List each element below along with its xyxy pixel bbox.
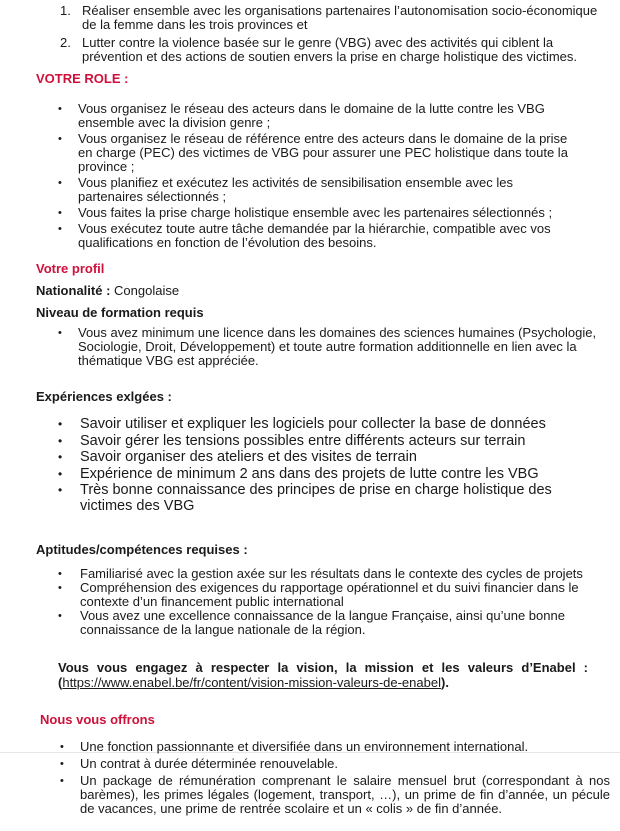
skills-heading: Aptitudes/compétences requises : — [36, 542, 248, 557]
offer-heading: Nous vous offrons — [40, 712, 155, 727]
bullet-icon: • — [58, 133, 62, 145]
objective-item — [0, 4, 620, 32]
list-item — [0, 483, 620, 514]
objective-number: 2. — [60, 35, 71, 50]
bullet-icon: • — [58, 177, 62, 189]
objective-number: 1. — [60, 3, 71, 18]
list-item — [0, 757, 620, 771]
list-item-text: Expérience de minimum 2 ans dans des projets de lutte contre les VBG — [80, 465, 539, 482]
profile-heading: Votre profil — [36, 261, 105, 276]
bullet-icon: • — [58, 483, 63, 497]
bullet-icon: • — [60, 775, 64, 787]
objectives-list — [0, 4, 620, 68]
bullet-icon: • — [58, 417, 63, 431]
bullet-icon: • — [58, 582, 62, 594]
list-item-text: Vous faites la prise charge holistique ensemble avec les partenaires sélectionnés ; — [78, 205, 553, 220]
objective-text: Réaliser ensemble avec les organisations partenaires l’autonomisation socio-économique de la femme dans les trois provinces et — [82, 3, 598, 32]
nationality-label: Nationalité : — [36, 283, 111, 298]
list-item — [0, 609, 620, 637]
list-item — [0, 417, 620, 433]
skills-list — [0, 567, 620, 637]
list-item-text: Vous organisez le réseau des acteurs dans le domaine de la lutte contre les VBG ensemble avec la division genre ; — [78, 101, 545, 130]
nationality-value: Congolaise — [114, 283, 180, 298]
bullet-icon: • — [58, 327, 62, 339]
list-item — [0, 567, 620, 581]
experience-heading: Expériences exlgées : — [36, 389, 172, 404]
bullet-icon: • — [58, 223, 62, 235]
list-item-text: Vous planifiez et exécutez les activités de sensibilisation ensemble avec les partenaires sélectionnés ; — [78, 175, 514, 204]
experience-list — [0, 417, 620, 515]
bullet-icon: • — [58, 433, 63, 448]
engagement-suffix: ). — [440, 675, 449, 690]
list-item-text: Un package de rémunération comprenant le salaire mensuel brut (correspondant à nos barèmes), les primes légales (logement, transport, …), un prime de fin d’année, un pécule de vacances, une prime de rentrée scolaire et un « colis » de fin d’année. — [80, 773, 610, 816]
list-item-text: Savoir organiser des ateliers et des visites de terrain — [80, 449, 417, 465]
list-item — [0, 206, 620, 220]
list-item — [0, 222, 620, 250]
list-item-text: Compréhension des exigences du rapportage opérationnel et du suivi financier dans le contexte d’un financement public international — [80, 580, 579, 609]
bullet-icon: • — [58, 568, 62, 580]
list-item-text: Vous avez une excellence connaissance de la langue Française, ainsi qu’une bonne connaissance de la langue nationale de la région. — [80, 608, 565, 637]
list-item — [0, 176, 620, 204]
role-heading: VOTRE ROLE : — [36, 71, 129, 86]
list-item — [0, 740, 620, 754]
list-item — [0, 132, 620, 174]
list-item-text: Vous exécutez toute autre tâche demandée par la hiérarchie, compatible avec vos qualifications en fonction de l’évolution des besoins. — [78, 221, 551, 250]
bullet-icon: • — [58, 466, 63, 481]
list-item-text: Vous avez minimum une licence dans les domaines des sciences humaines (Psychologie, Sociologie, Droit, Développement) et toute autre formation additionnelle en lien avec la thématique VBG est appréciée. — [78, 325, 597, 368]
objective-item — [0, 36, 620, 64]
list-item-text: Une fonction passionnante et diversifiée dans un environnement international. — [80, 739, 529, 754]
list-item — [0, 434, 620, 450]
bullet-icon: • — [60, 741, 64, 753]
list-item-text: Savoir gérer les tensions possibles entre différents acteurs sur terrain — [80, 432, 526, 449]
education-list — [0, 326, 620, 370]
engagement-paragraph — [58, 660, 588, 690]
offer-list — [0, 740, 620, 816]
role-list — [0, 102, 620, 252]
bullet-icon: • — [58, 610, 62, 622]
bullet-icon: • — [60, 758, 64, 770]
list-item-text: Vous organisez le réseau de référence entre des acteurs dans le domaine de la prise en charge (PEC) des victimes de VBG pour assurer une PEC holistique dans toute la province ; — [78, 131, 568, 174]
bullet-icon: • — [58, 207, 62, 219]
bullet-icon: • — [58, 450, 63, 464]
list-item — [0, 774, 620, 816]
education-heading: Niveau de formation requis — [36, 305, 204, 320]
nationality-line — [36, 283, 179, 298]
list-item-text: Très bonne connaissance des principes de prise en charge holistique des victimes des VBG — [80, 482, 552, 514]
list-item-text: Un contrat à durée déterminée renouvelable. — [80, 756, 338, 771]
bullet-icon: • — [58, 103, 62, 115]
list-item — [0, 102, 620, 130]
objective-text: Lutter contre la violence basée sur le genre (VBG) avec des activités qui ciblent la prévention et des actions de soutien envers la prise en charge holistique des victimes. — [82, 35, 578, 64]
list-item — [0, 326, 620, 368]
list-item — [0, 581, 620, 609]
list-item — [0, 467, 620, 483]
engagement-text: Vous vous engagez à respecter la vision, la mission et les valeurs d’Enabel :( — [58, 660, 588, 690]
enabel-values-link[interactable]: https://www.enabel.be/fr/content/vision-mission-valeurs-de-enabel — [62, 675, 441, 690]
list-item-text: Familiarisé avec la gestion axée sur les résultats dans le contexte des cycles de projets — [80, 566, 583, 581]
list-item — [0, 450, 620, 466]
list-item-text: Savoir utiliser et expliquer les logiciels pour collecter la base de données — [80, 416, 546, 432]
